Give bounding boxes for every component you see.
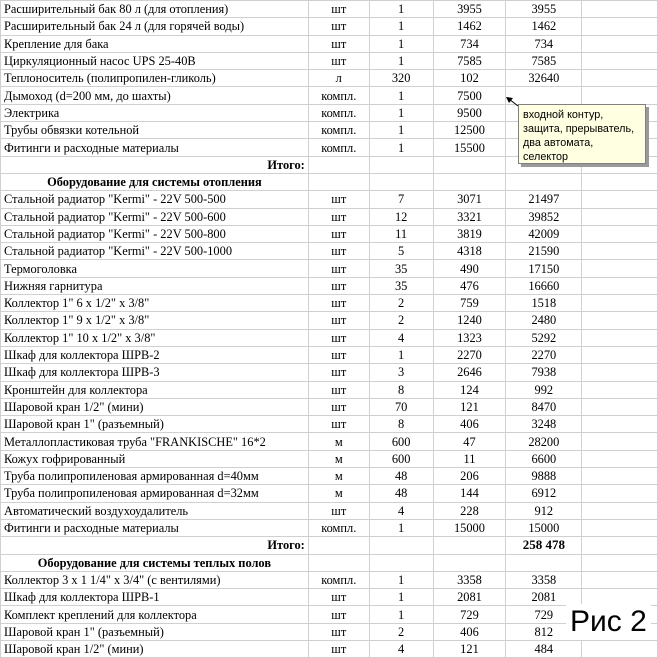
cell-unit[interactable]: компл. xyxy=(308,122,369,139)
cell-price[interactable]: 206 xyxy=(433,468,506,485)
table-row xyxy=(1,329,658,346)
cell-qty[interactable]: 2 xyxy=(369,623,433,640)
cell-unit[interactable]: м xyxy=(308,485,369,502)
cell-unit[interactable]: шт xyxy=(308,398,369,415)
cell-sum[interactable]: 484 xyxy=(506,640,582,657)
cell-sum[interactable]: 3248 xyxy=(506,416,582,433)
cell-sum[interactable]: 5292 xyxy=(506,329,582,346)
cell-name[interactable]: Расширительный бак 24 л (для горячей воды) xyxy=(1,18,309,35)
table-row xyxy=(1,52,658,69)
cell-sum[interactable]: 2270 xyxy=(506,346,582,363)
cell-name[interactable]: Труба полипропиленовая армированная d=40мм xyxy=(1,468,309,485)
empty-cell[interactable] xyxy=(582,640,658,657)
cell-price[interactable] xyxy=(433,173,506,190)
cell-qty[interactable]: 8 xyxy=(369,416,433,433)
table-row xyxy=(1,485,658,502)
empty-cell[interactable] xyxy=(582,554,658,571)
cell-unit[interactable]: шт xyxy=(308,606,369,623)
cell-price[interactable] xyxy=(433,554,506,571)
cell-price[interactable]: 15000 xyxy=(433,519,506,536)
cell-name[interactable]: Стальной радиатор "Kermi" - 22V 500-800 xyxy=(1,225,309,242)
cell-qty[interactable]: 1 xyxy=(369,589,433,606)
empty-cell[interactable] xyxy=(582,1,658,18)
cell-unit[interactable] xyxy=(308,156,369,173)
cell-sum[interactable]: 992 xyxy=(506,381,582,398)
table-row xyxy=(1,243,658,260)
cell-sum[interactable]: 1462 xyxy=(506,18,582,35)
table-row xyxy=(1,35,658,52)
cell-unit[interactable]: компл. xyxy=(308,519,369,536)
empty-cell[interactable] xyxy=(582,173,658,190)
empty-cell[interactable] xyxy=(582,571,658,588)
cell-price[interactable] xyxy=(433,537,506,554)
empty-cell[interactable] xyxy=(582,537,658,554)
comment-line: входной контур, xyxy=(523,109,604,121)
table-row xyxy=(1,70,658,87)
cell-unit[interactable]: л xyxy=(308,70,369,87)
cell-unit[interactable] xyxy=(308,554,369,571)
cell-sum[interactable]: 6912 xyxy=(506,485,582,502)
cell-price[interactable]: 1462 xyxy=(433,18,506,35)
cell-name[interactable]: Фитинги и расходные материалы xyxy=(1,519,309,536)
cell-name[interactable]: Циркуляционный насос UPS 25-40B xyxy=(1,52,309,69)
empty-cell[interactable] xyxy=(582,191,658,208)
empty-cell[interactable] xyxy=(582,468,658,485)
cell-unit[interactable]: шт xyxy=(308,346,369,363)
cell-qty[interactable] xyxy=(369,537,433,554)
cell-sum[interactable]: 16660 xyxy=(506,277,582,294)
cell-sum[interactable]: 812 xyxy=(506,623,582,640)
cell-unit[interactable]: м xyxy=(308,450,369,467)
cell-price[interactable]: 7500 xyxy=(433,87,506,104)
cell-sum[interactable] xyxy=(506,173,582,190)
empty-cell[interactable] xyxy=(582,260,658,277)
cell-name[interactable]: Трубы обвязки котельной xyxy=(1,122,309,139)
empty-cell[interactable] xyxy=(582,277,658,294)
cell-name[interactable]: Крепление для бака xyxy=(1,35,309,52)
cell-name[interactable]: Оборудование для системы теплых полов xyxy=(1,554,309,571)
cell-price[interactable]: 144 xyxy=(433,485,506,502)
cell-unit[interactable]: шт xyxy=(308,1,369,18)
cell-price[interactable]: 7585 xyxy=(433,52,506,69)
cell-name[interactable]: Оборудование для системы отопления xyxy=(1,173,309,190)
cell-name[interactable]: Теплоноситель (полипропилен-гликоль) xyxy=(1,70,309,87)
cell-unit[interactable]: шт xyxy=(308,260,369,277)
cell-sum[interactable]: 39852 xyxy=(506,208,582,225)
cell-unit[interactable]: шт xyxy=(308,416,369,433)
table-row xyxy=(1,589,658,606)
cell-price[interactable]: 9500 xyxy=(433,104,506,121)
table-row xyxy=(1,519,658,536)
cell-sum[interactable]: 3358 xyxy=(506,571,582,588)
cell-sum[interactable]: 17150 xyxy=(506,260,582,277)
cell-price[interactable]: 3321 xyxy=(433,208,506,225)
cell-qty[interactable] xyxy=(369,156,433,173)
cell-qty[interactable]: 1 xyxy=(369,606,433,623)
table-row xyxy=(1,225,658,242)
cell-unit[interactable]: компл. xyxy=(308,571,369,588)
comment-line: селектор xyxy=(523,151,569,163)
table-row xyxy=(1,468,658,485)
cell-name[interactable]: Электрика xyxy=(1,104,309,121)
cell-unit[interactable]: шт xyxy=(308,295,369,312)
cell-price[interactable]: 4318 xyxy=(433,243,506,260)
cell-price[interactable]: 476 xyxy=(433,277,506,294)
empty-cell[interactable] xyxy=(582,381,658,398)
table-row xyxy=(1,1,658,18)
cell-qty[interactable]: 8 xyxy=(369,381,433,398)
cell-name[interactable]: Коллектор 3 х 1 1/4" х 3/4" (с вентилями) xyxy=(1,571,309,588)
cell-name[interactable]: Итого: xyxy=(1,156,309,173)
cell-qty[interactable]: 320 xyxy=(369,70,433,87)
cell-name[interactable]: Дымоход (d=200 мм, до шахты) xyxy=(1,87,309,104)
empty-cell[interactable] xyxy=(582,52,658,69)
cell-qty[interactable]: 1 xyxy=(369,139,433,156)
cell-qty[interactable]: 1 xyxy=(369,35,433,52)
table-row xyxy=(1,277,658,294)
cell-qty[interactable]: 5 xyxy=(369,243,433,260)
cell-unit[interactable] xyxy=(308,173,369,190)
cell-name[interactable]: Шкаф для коллектора ШРВ-3 xyxy=(1,364,309,381)
table-row xyxy=(1,623,658,640)
empty-cell[interactable] xyxy=(582,70,658,87)
cell-name[interactable]: Итого: xyxy=(1,537,309,554)
figure-label: Рис 2 xyxy=(566,604,651,640)
cell-name[interactable]: Стальной радиатор "Kermi" - 22V 500-1000 xyxy=(1,243,309,260)
cell-sum[interactable]: 258 478 xyxy=(506,537,582,554)
cell-name[interactable]: Труба полипропиленовая армированная d=32мм xyxy=(1,485,309,502)
cell-unit[interactable]: шт xyxy=(308,52,369,69)
cell-sum[interactable]: 2081 xyxy=(506,589,582,606)
cell-name[interactable]: Нижняя гарнитура xyxy=(1,277,309,294)
empty-cell[interactable] xyxy=(582,398,658,415)
cell-name[interactable]: Шаровой кран 1/2" (мини) xyxy=(1,640,309,657)
cell-qty[interactable]: 4 xyxy=(369,502,433,519)
cell-price[interactable]: 121 xyxy=(433,640,506,657)
cell-qty[interactable]: 1 xyxy=(369,571,433,588)
table-row xyxy=(1,346,658,363)
cell-name[interactable]: Термоголовка xyxy=(1,260,309,277)
table-row xyxy=(1,364,658,381)
cell-qty[interactable]: 1 xyxy=(369,346,433,363)
cell-price[interactable]: 3955 xyxy=(433,1,506,18)
cell-unit[interactable]: шт xyxy=(308,623,369,640)
cell-unit[interactable]: шт xyxy=(308,277,369,294)
table-row xyxy=(1,450,658,467)
empty-cell[interactable] xyxy=(582,433,658,450)
table-row xyxy=(1,398,658,415)
cell-sum[interactable]: 3955 xyxy=(506,1,582,18)
cell-price[interactable]: 406 xyxy=(433,623,506,640)
cell-unit[interactable]: шт xyxy=(308,312,369,329)
cell-price[interactable]: 1240 xyxy=(433,312,506,329)
cell-price[interactable] xyxy=(433,156,506,173)
cell-sum[interactable]: 8470 xyxy=(506,398,582,415)
cell-sum[interactable]: 912 xyxy=(506,502,582,519)
cell-name[interactable]: Кронштейн для коллектора xyxy=(1,381,309,398)
cell-sum[interactable]: 28200 xyxy=(506,433,582,450)
cell-qty[interactable]: 1 xyxy=(369,104,433,121)
cell-name[interactable]: Металлопластиковая труба "FRANKISCHE" 16*2 xyxy=(1,433,309,450)
table-row xyxy=(1,416,658,433)
table-row xyxy=(1,87,658,104)
table-row xyxy=(1,295,658,312)
empty-cell[interactable] xyxy=(582,519,658,536)
spreadsheet-body xyxy=(1,1,658,658)
cell-unit[interactable]: шт xyxy=(308,381,369,398)
cell-qty[interactable] xyxy=(369,554,433,571)
empty-cell[interactable] xyxy=(582,312,658,329)
cell-sum[interactable]: 32640 xyxy=(506,70,582,87)
cell-name[interactable]: Коллектор 1" 9 х 1/2" х 3/8" xyxy=(1,312,309,329)
comment-line: два автомата, xyxy=(523,137,594,149)
cell-qty[interactable]: 1 xyxy=(369,87,433,104)
table-row xyxy=(1,640,658,657)
empty-cell[interactable] xyxy=(582,35,658,52)
cell-qty[interactable]: 11 xyxy=(369,225,433,242)
cell-price[interactable]: 3358 xyxy=(433,571,506,588)
cell-name[interactable]: Фитинги и расходные материалы xyxy=(1,139,309,156)
cell-unit[interactable]: шт xyxy=(308,35,369,52)
empty-cell[interactable] xyxy=(582,416,658,433)
empty-cell[interactable] xyxy=(582,450,658,467)
empty-cell[interactable] xyxy=(582,225,658,242)
cell-sum[interactable]: 15000 xyxy=(506,519,582,536)
cell-comment-note[interactable] xyxy=(518,104,646,164)
cell-qty[interactable] xyxy=(369,173,433,190)
cell-sum[interactable]: 21590 xyxy=(506,243,582,260)
cell-qty[interactable]: 1 xyxy=(369,519,433,536)
section-header-row xyxy=(1,173,658,190)
cell-qty[interactable]: 48 xyxy=(369,468,433,485)
cell-qty[interactable]: 600 xyxy=(369,433,433,450)
cell-unit[interactable]: шт xyxy=(308,329,369,346)
cell-qty[interactable]: 48 xyxy=(369,485,433,502)
cell-name[interactable]: Стальной радиатор "Kermi" - 22V 500-600 xyxy=(1,208,309,225)
cell-price[interactable]: 3071 xyxy=(433,191,506,208)
table-row xyxy=(1,571,658,588)
empty-cell[interactable] xyxy=(582,364,658,381)
cell-unit[interactable]: шт xyxy=(308,589,369,606)
cell-qty[interactable]: 1 xyxy=(369,1,433,18)
cell-unit[interactable]: компл. xyxy=(308,139,369,156)
cell-qty[interactable]: 600 xyxy=(369,450,433,467)
empty-cell[interactable] xyxy=(582,295,658,312)
empty-cell[interactable] xyxy=(582,208,658,225)
cell-sum[interactable]: 42009 xyxy=(506,225,582,242)
cell-name[interactable]: Расширительный бак 80 л (для отопления) xyxy=(1,1,309,18)
cell-sum[interactable]: 729 xyxy=(506,606,582,623)
cell-price[interactable]: 11 xyxy=(433,450,506,467)
cell-name[interactable]: Шкаф для коллектора ШРВ-1 xyxy=(1,589,309,606)
cell-name[interactable]: Автоматический воздухоудалитель xyxy=(1,502,309,519)
table-row xyxy=(1,606,658,623)
cell-price[interactable]: 729 xyxy=(433,606,506,623)
cell-price[interactable]: 124 xyxy=(433,381,506,398)
cell-qty[interactable]: 70 xyxy=(369,398,433,415)
cell-price[interactable]: 15500 xyxy=(433,139,506,156)
table-row xyxy=(1,18,658,35)
cell-price[interactable]: 121 xyxy=(433,398,506,415)
cell-qty[interactable]: 1 xyxy=(369,18,433,35)
cell-name[interactable]: Шкаф для коллектора ШРВ-2 xyxy=(1,346,309,363)
cell-sum[interactable] xyxy=(506,554,582,571)
table-row xyxy=(1,191,658,208)
cell-price[interactable]: 2646 xyxy=(433,364,506,381)
cell-sum[interactable]: 2480 xyxy=(506,312,582,329)
cell-name[interactable]: Кожух гофрированный xyxy=(1,450,309,467)
cell-name[interactable]: Шаровой кран 1" (разъемный) xyxy=(1,416,309,433)
table-row xyxy=(1,433,658,450)
cell-name[interactable]: Шаровой кран 1" (разъемный) xyxy=(1,623,309,640)
cell-unit[interactable]: компл. xyxy=(308,104,369,121)
empty-cell[interactable] xyxy=(582,502,658,519)
cell-name[interactable]: Коллектор 1" 10 х 1/2" х 3/8" xyxy=(1,329,309,346)
cell-unit[interactable]: компл. xyxy=(308,87,369,104)
cell-sum[interactable]: 9888 xyxy=(506,468,582,485)
cell-price[interactable]: 47 xyxy=(433,433,506,450)
cell-qty[interactable]: 4 xyxy=(369,640,433,657)
cell-price[interactable]: 490 xyxy=(433,260,506,277)
cell-unit[interactable]: шт xyxy=(308,208,369,225)
cell-price[interactable]: 2081 xyxy=(433,589,506,606)
cell-unit[interactable] xyxy=(308,537,369,554)
comment-line: защита, прерыватель, xyxy=(523,123,635,135)
cell-name[interactable]: Комплект креплений для коллектора xyxy=(1,606,309,623)
cell-name[interactable]: Стальной радиатор "Kermi" - 22V 500-500 xyxy=(1,191,309,208)
cell-qty[interactable]: 35 xyxy=(369,260,433,277)
cell-price[interactable]: 2270 xyxy=(433,346,506,363)
cell-qty[interactable]: 35 xyxy=(369,277,433,294)
cell-sum[interactable]: 7938 xyxy=(506,364,582,381)
cell-qty[interactable]: 7 xyxy=(369,191,433,208)
cell-sum[interactable]: 1518 xyxy=(506,295,582,312)
table-row xyxy=(1,381,658,398)
cell-qty[interactable]: 1 xyxy=(369,52,433,69)
table-row xyxy=(1,312,658,329)
cell-price[interactable]: 228 xyxy=(433,502,506,519)
table-row xyxy=(1,260,658,277)
empty-cell[interactable] xyxy=(582,18,658,35)
cell-unit[interactable]: м xyxy=(308,468,369,485)
cell-price[interactable]: 3819 xyxy=(433,225,506,242)
cell-unit[interactable]: шт xyxy=(308,640,369,657)
cell-qty[interactable]: 3 xyxy=(369,364,433,381)
cell-price[interactable]: 406 xyxy=(433,416,506,433)
cell-price[interactable]: 1323 xyxy=(433,329,506,346)
cell-sum[interactable]: 21497 xyxy=(506,191,582,208)
section-header-row xyxy=(1,554,658,571)
cell-name[interactable]: Коллектор 1" 6 х 1/2" х 3/8" xyxy=(1,295,309,312)
cell-sum[interactable]: 6600 xyxy=(506,450,582,467)
cell-unit[interactable]: шт xyxy=(308,191,369,208)
cell-unit[interactable]: м xyxy=(308,433,369,450)
cell-sum[interactable]: 7585 xyxy=(506,52,582,69)
table-row xyxy=(1,208,658,225)
cell-price[interactable]: 12500 xyxy=(433,122,506,139)
empty-cell[interactable] xyxy=(582,346,658,363)
cell-qty[interactable]: 12 xyxy=(369,208,433,225)
cell-qty[interactable]: 2 xyxy=(369,312,433,329)
cell-unit[interactable]: шт xyxy=(308,225,369,242)
total-row xyxy=(1,537,658,554)
cell-qty[interactable]: 4 xyxy=(369,329,433,346)
cell-sum[interactable]: 734 xyxy=(506,35,582,52)
cell-price[interactable]: 102 xyxy=(433,70,506,87)
cell-unit[interactable]: шт xyxy=(308,18,369,35)
cell-qty[interactable]: 1 xyxy=(369,122,433,139)
cell-unit[interactable]: шт xyxy=(308,502,369,519)
empty-cell[interactable] xyxy=(582,87,658,104)
cell-qty[interactable]: 2 xyxy=(369,295,433,312)
cell-unit[interactable]: шт xyxy=(308,243,369,260)
table-row xyxy=(1,502,658,519)
cell-name[interactable]: Шаровой кран 1/2" (мини) xyxy=(1,398,309,415)
empty-cell[interactable] xyxy=(582,243,658,260)
cell-price[interactable]: 734 xyxy=(433,35,506,52)
empty-cell[interactable] xyxy=(582,329,658,346)
cell-price[interactable]: 759 xyxy=(433,295,506,312)
cell-unit[interactable]: шт xyxy=(308,364,369,381)
empty-cell[interactable] xyxy=(582,485,658,502)
